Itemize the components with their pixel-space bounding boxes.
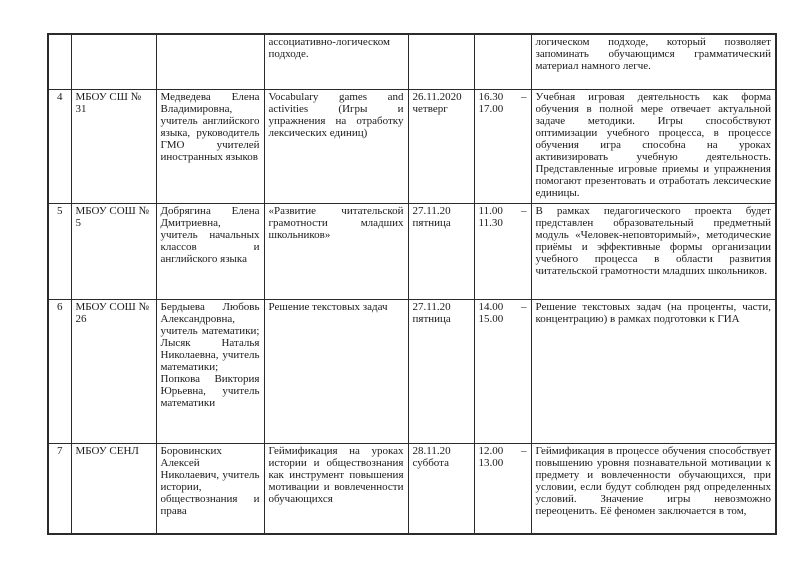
- time-end: 11.30: [478, 216, 503, 229]
- cell-number: 7: [48, 443, 71, 534]
- date-value: 26.11.2020: [412, 90, 462, 103]
- schedule-table: [47, 33, 777, 535]
- time-end: 15.00: [478, 312, 504, 325]
- table-row: [48, 203, 776, 299]
- cell-date: [408, 443, 474, 534]
- date-value: 27.11.20: [412, 300, 451, 313]
- time-start: 11.00: [478, 204, 503, 217]
- cell-time: [474, 299, 531, 443]
- cell-description: Решение текстовых задач (на проценты, части, концентрацию) в рамках подготовки к ГИА: [531, 299, 776, 443]
- cell-number: 4: [48, 89, 71, 203]
- time-end: 17.00: [478, 102, 504, 115]
- weekday-value: суббота: [412, 456, 449, 469]
- cell-teacher: Добрягина Елена Дмитриевна, учитель начальных классов и английского языка: [156, 203, 264, 299]
- table-row: [48, 443, 776, 534]
- cell-time: [474, 203, 531, 299]
- cell-teacher: Медведева Елена Владимировна, учитель английского языка, руководитель ГМО учителей иностранных языков: [156, 89, 264, 203]
- time-start: 14.00: [478, 300, 504, 313]
- time-start: 12.00: [478, 444, 504, 457]
- time-dash: –: [521, 444, 527, 457]
- date-value: 27.11.20: [412, 204, 451, 217]
- time-start: 16.30: [478, 90, 504, 103]
- cell-time: [474, 34, 531, 89]
- cell-date: [408, 299, 474, 443]
- cell-school: МБОУ СШ № 31: [71, 89, 156, 203]
- cell-time: [474, 89, 531, 203]
- cell-description: логическом подходе, который позволяет запоминать обучающимся грамматический материал намного легче.: [531, 34, 776, 89]
- cell-school: МБОУ СОШ № 5: [71, 203, 156, 299]
- cell-topic: Геймификация на уроках истории и обществознания как инструмент повышения мотивации и вовлеченности обучающихся: [264, 443, 408, 534]
- cell-number: [48, 34, 71, 89]
- time-dash: –: [521, 300, 527, 313]
- cell-teacher: [156, 34, 264, 89]
- cell-description: Учебная игровая деятельность как форма обучения в полной мере отвечает актуальной задаче методики. Игры способствуют оптимизации учебного процесса, в процессе обучения игра способна на уроках активизировать учебную деятельность. Представленные игровые приемы и упражнения помогают презентовать и отработать лексические единицы.: [531, 89, 776, 203]
- cell-description: В рамках педагогического проекта будет представлен образовательный предметный модуль «Человек-неповторимый», методические приёмы и эффективные формы организации учебного процесса в области развития читательской грамотности младших школьников.: [531, 203, 776, 299]
- cell-date: [408, 34, 474, 89]
- cell-description: Геймификация в процессе обучения способствует повышению уровня познавательной мотивации к предмету и вовлеченности обучающихся, при условии, если будут соблюден ряд определенных условий. Значение игры невозможно переоценить. Её феномен заключается в том,: [531, 443, 776, 534]
- cell-school: МБОУ СЕНЛ: [71, 443, 156, 534]
- cell-topic: «Развитие читательской грамотности младших школьников»: [264, 203, 408, 299]
- time-dash: –: [521, 90, 527, 103]
- cell-date: [408, 203, 474, 299]
- cell-teacher: Боровинских Алексей Николаевич, учитель истории, обществознания и права: [156, 443, 264, 534]
- cell-topic: Решение текстовых задач: [264, 299, 408, 443]
- weekday-value: пятница: [412, 312, 451, 325]
- table-row: [48, 299, 776, 443]
- cell-teacher: Бердыева Любовь Александровна, учитель математики; Лысяк Наталья Николаевна, учитель математики; Попкова Виктория Юрьевна, учитель математики: [156, 299, 264, 443]
- cell-number: 6: [48, 299, 71, 443]
- cell-time: [474, 443, 531, 534]
- cell-school: МБОУ СОШ № 26: [71, 299, 156, 443]
- cell-number: 5: [48, 203, 71, 299]
- cell-topic: Vocabulary games and activities (Игры и упражнения на отработку лексических единиц): [264, 89, 408, 203]
- cell-school: [71, 34, 156, 89]
- cell-topic: ассоциативно-логическом подходе.: [264, 34, 408, 89]
- date-value: 28.11.20: [412, 444, 451, 457]
- time-dash: –: [521, 204, 527, 217]
- weekday-value: четверг: [412, 102, 448, 115]
- weekday-value: пятница: [412, 216, 451, 229]
- table-row-continuation: [48, 34, 776, 89]
- time-end: 13.00: [478, 456, 504, 469]
- cell-date: [408, 89, 474, 203]
- table-row: [48, 89, 776, 203]
